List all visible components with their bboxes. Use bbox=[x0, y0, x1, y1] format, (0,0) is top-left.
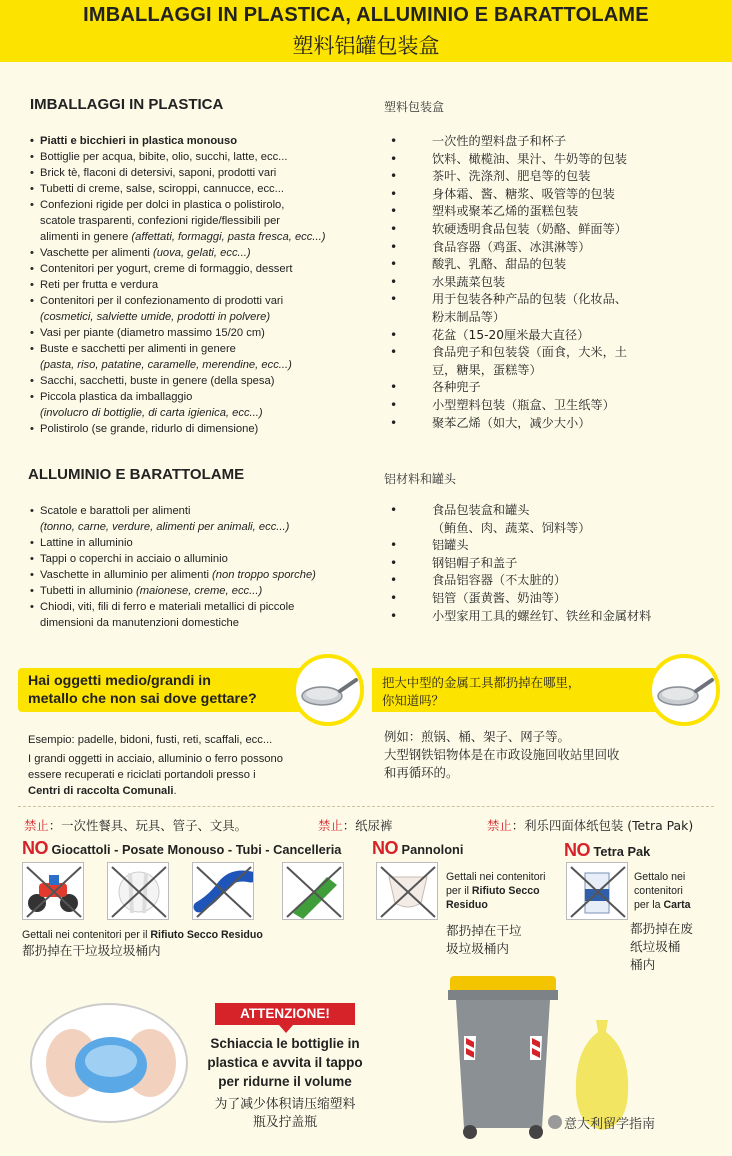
metal-question-banner-cn bbox=[372, 668, 662, 712]
list-item: • Contenitori per yogurt, creme di formaggio, dessert bbox=[30, 261, 370, 277]
list-item: • Tubetti di creme, salse, sciroppi, cannucce, ecc... bbox=[30, 181, 370, 197]
list-item: • 食品兜子和包装袋（面食，大米，土 豆，糖果，蛋糕等） bbox=[384, 344, 724, 379]
list-item: • Bottiglie per acqua, bibite, olio, succhi, latte, ecc... bbox=[30, 149, 370, 165]
pipe-tube-icon bbox=[193, 863, 254, 920]
list-item: • Tubetti in alluminio (maionese, creme, ecc...) bbox=[30, 583, 370, 599]
tube-crossed-image bbox=[192, 862, 254, 920]
no-giocattoli-heading: NO Giocattoli - Posate Monouso - Tubi - Cancelleria bbox=[22, 838, 342, 858]
hands-squeezing-bottle-image bbox=[30, 1003, 188, 1123]
banned-item-1: 禁止：一次性餐具、玩具、管子、文具。 bbox=[24, 818, 248, 833]
list-item: • 茶叶、洗涤剂、肥皂等的包装 bbox=[384, 168, 724, 186]
list-item: • 一次性的塑料盘子和杯子 bbox=[384, 133, 724, 151]
list-item: • 花盆（15-20厘米最大直径） bbox=[384, 327, 724, 345]
heading-plastica-it: IMBALLAGGI IN PLASTICA bbox=[30, 96, 224, 113]
cutlery-crossed-image bbox=[107, 862, 169, 920]
no-pannoloni-heading: NO Pannoloni bbox=[372, 838, 464, 858]
note-giocattoli-cn: 都扔掉在干垃圾垃圾桶内 bbox=[22, 943, 161, 958]
no-tetrapak-heading: NO Tetra Pak bbox=[564, 840, 651, 860]
metal-example-cn: 例如：煎锅、桶、架子、网子等。 bbox=[384, 729, 570, 744]
list-item: • 小型塑料包装（瓶盒、卫生纸等） bbox=[384, 397, 724, 415]
diaper-icon bbox=[377, 863, 438, 920]
banned-item-3: 禁止：利乐四面体纸包装 (Tetra Pak) bbox=[487, 818, 694, 833]
list-item: • Tappi o coperchi in acciaio o alluminio bbox=[30, 551, 370, 567]
list-item: • Polistirolo (se grande, ridurlo di dimensione) bbox=[30, 421, 370, 437]
list-item: • 软硬透明食品包装（奶酪、鲜面等） bbox=[384, 221, 724, 239]
banner-line: 你知道吗？ bbox=[382, 693, 444, 708]
list-item: • Buste e sacchetti per alimenti in genere (pasta, riso, patatine, caramelle, merendine, ecc...) bbox=[30, 341, 370, 373]
plastic-cutlery-icon bbox=[108, 863, 169, 920]
metal-question-banner-it bbox=[18, 668, 318, 712]
list-alluminio-cn bbox=[384, 502, 724, 625]
list-item: • 食品容器（鸡蛋、冰淇淋等） bbox=[384, 239, 724, 257]
metal-example-it: Esempio: padelle, bidoni, fusti, reti, scaffali, ecc... bbox=[28, 734, 273, 746]
list-item: • Sacchi, sacchetti, buste in genere (della spesa) bbox=[30, 373, 370, 389]
wechat-icon bbox=[548, 1115, 562, 1129]
bin-body bbox=[456, 1000, 550, 1128]
banner-line: Hai oggetti medio/grandi in bbox=[28, 673, 211, 689]
pen-crossed-image bbox=[282, 862, 344, 920]
paragraph-line: 和再循环的。 bbox=[384, 765, 459, 780]
list-item: • Vasi per piante (diametro massimo 15/20 cm) bbox=[30, 325, 370, 341]
toy-tricycle-icon bbox=[23, 863, 84, 920]
diaper-crossed-image bbox=[376, 862, 438, 920]
banner-line: metallo che non sai dove gettare? bbox=[28, 691, 257, 707]
note-giocattoli-it: Gettali nei contenitori per il Rifiuto Secco Residuo bbox=[22, 929, 263, 941]
note-pannoloni-it: Gettali nei contenitori per il Rifiuto Secco Residuo bbox=[446, 871, 546, 911]
paragraph-line: I grandi oggetti in acciaio, alluminio o ferro possono bbox=[28, 753, 283, 765]
list-plastica-it bbox=[30, 133, 370, 437]
toy-crossed-image bbox=[22, 862, 84, 920]
frying-pan-icon bbox=[296, 658, 360, 722]
page-title-it: IMBALLAGGI IN PLASTICA, ALLUMINIO E BARATTOLAME bbox=[83, 4, 649, 26]
banner-line: 把大中型的金属工具都扔掉在哪里， bbox=[382, 675, 581, 690]
frying-pan-image bbox=[648, 654, 720, 726]
attenzione-text-it: Schiaccia le bottiglie in plastica e avvita il tappo per ridurne il volume bbox=[207, 1036, 363, 1089]
list-item: • Contenitori per il confezionamento di prodotti vari (cosmetici, salviette umide, prodotti in polvere) bbox=[30, 293, 370, 325]
grey-wheelie-bin-image bbox=[446, 968, 561, 1140]
frying-pan-image bbox=[292, 654, 364, 726]
list-item: • 饮料、橄榄油、果汁、牛奶等的包装 bbox=[384, 151, 724, 169]
stationery-pen-icon bbox=[283, 863, 344, 920]
heading-alluminio-cn: 铝材料和罐头 bbox=[384, 472, 457, 486]
list-item: • Chiodi, viti, fili di ferro e materiali metallici di piccole dimensioni da manutenzioni domestiche bbox=[30, 599, 370, 631]
metal-paragraph-it bbox=[28, 751, 368, 799]
paragraph-line: 大型钢铁铝物体是在市政设施回收站里回收 bbox=[384, 747, 620, 762]
list-item: • 塑料或聚苯乙烯的蛋糕包装 bbox=[384, 203, 724, 221]
list-item: • Piatti e bicchieri in plastica monouso bbox=[30, 133, 370, 149]
list-item: • 钢铝帽子和盖子 bbox=[384, 555, 724, 573]
heading-plastica-cn: 塑料包装盒 bbox=[384, 100, 445, 114]
list-item: • 食品包装盒和罐头 （鲔鱼、肉、蔬菜、饲料等） bbox=[384, 502, 724, 537]
list-item: • Lattine in alluminio bbox=[30, 535, 370, 551]
list-item: • 水果蔬菜包装 bbox=[384, 274, 724, 292]
list-item: • Piccola plastica da imballaggio (involucro di bottiglie, di carta igienica, ecc...) bbox=[30, 389, 370, 421]
note-tetrapak-it: Gettalo nei contenitori per la Carta bbox=[634, 871, 691, 911]
list-item: • 各种兜子 bbox=[384, 379, 724, 397]
list-item: • Scatole e barattoli per alimenti (tonno, carne, verdure, alimenti per animali, ecc...) bbox=[30, 503, 370, 535]
attenzione-badge: ATTENZIONE! bbox=[215, 1003, 355, 1025]
list-plastica-cn bbox=[384, 133, 724, 432]
header-banner bbox=[0, 0, 732, 62]
note-tetrapak-cn: 都扔掉在废 纸垃圾桶 桶内 bbox=[630, 921, 693, 972]
list-item: • Reti per frutta e verdura bbox=[30, 277, 370, 293]
list-item: • Confezioni rigide per dolci in plastica o polistirolo, scatole trasparenti, confezioni rigide/flessibili per alimenti in genere (affettati, formaggi, pasta fresca, ecc...) bbox=[30, 197, 370, 245]
list-item: • 小型家用工具的螺丝钉、铁丝和金属材料 bbox=[384, 608, 724, 626]
note-pannoloni-cn: 都扔掉在干垃 圾垃圾桶内 bbox=[446, 923, 522, 956]
heading-alluminio-it: ALLUMINIO E BARATTOLAME bbox=[28, 466, 245, 483]
list-item: • 酸乳、乳酪、甜品的包装 bbox=[384, 256, 724, 274]
page-title-cn: 塑料铝罐包装盒 bbox=[292, 34, 440, 58]
attenzione-text-cn: 为了减少体积请压缩塑料 瓶及拧盖瓶 bbox=[214, 1097, 356, 1130]
list-item: • 食品铝容器（不太脏的） bbox=[384, 572, 724, 590]
tetrapak-crossed-image bbox=[566, 862, 628, 920]
paragraph-line: Centri di raccolta Comunali. bbox=[28, 785, 177, 797]
list-item: • 身体霜、酱、糖浆、吸管等的包装 bbox=[384, 186, 724, 204]
list-item: • Vaschette in alluminio per alimenti (non troppo sporche) bbox=[30, 567, 370, 583]
list-item: • 铝罐头 bbox=[384, 537, 724, 555]
list-item: • 聚苯乙烯（如大，减少大小） bbox=[384, 415, 724, 433]
metal-paragraph-cn bbox=[384, 746, 714, 782]
paragraph-line: essere recuperati e riciclati portandoli presso i bbox=[28, 769, 256, 781]
list-item: • Brick tè, flaconi di detersivi, saponi, prodotti vari bbox=[30, 165, 370, 181]
list-item: • Vaschette per alimenti (uova, gelati, ecc...) bbox=[30, 245, 370, 261]
divider bbox=[18, 806, 714, 807]
milk-carton-icon bbox=[567, 863, 628, 920]
list-item: • 用于包装各种产品的包装（化妆品、 粉末制品等） bbox=[384, 291, 724, 326]
squeezed-bottle-icon bbox=[32, 1005, 188, 1123]
banned-item-2: 禁止：纸尿裤 bbox=[318, 818, 393, 833]
list-item: • 铝管（蛋黄酱、奶油等） bbox=[384, 590, 724, 608]
list-alluminio-it bbox=[30, 503, 370, 631]
watermark: 意大利留学指南 bbox=[564, 1117, 656, 1132]
frying-pan-icon bbox=[652, 658, 716, 722]
